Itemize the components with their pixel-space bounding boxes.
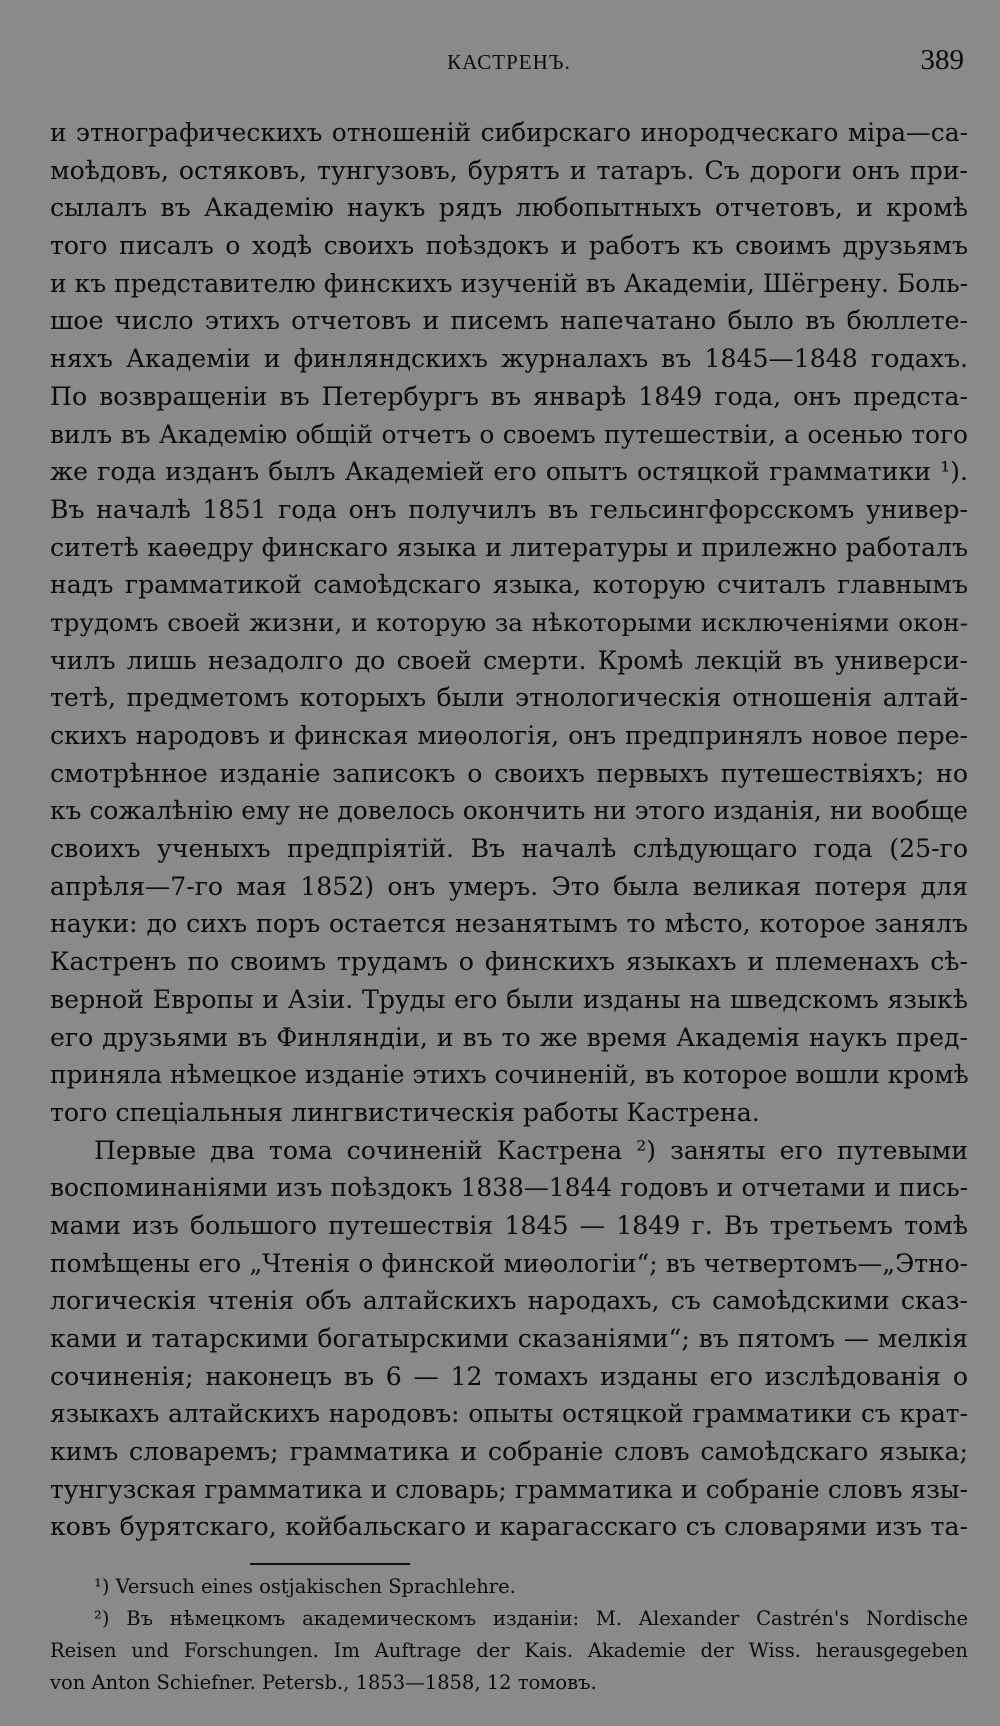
text-line: науки: до сихъ поръ остается незанятымъ то мѣсто, которое занялъ [50, 909, 968, 939]
text-line: няхъ Академіи и финляндскихъ журналахъ въ 1845—1848 годахъ. [50, 344, 968, 374]
text-line: шое число этихъ отчетовъ и писемъ напечатано было въ бюллете- [50, 306, 968, 336]
text-line: того писалъ о ходѣ своихъ поѣздокъ и работъ къ своимъ друзьямъ [50, 231, 968, 261]
text-line: ками и татарскими богатырскими сказаніями“; въ пятомъ — мелкія [50, 1324, 968, 1353]
running-head: КАСТРЕНЪ. [447, 50, 571, 74]
text-line: Кастренъ по своимъ трудамъ о финскихъ языкахъ и племенахъ сѣ- [50, 947, 968, 977]
text-line: надъ грамматикой самоѣдскаго языка, которую считалъ главнымъ [50, 570, 968, 600]
text-line: вилъ въ Академію общій отчетъ о своемъ путешествіи, а осенью того [50, 419, 968, 449]
text-line: скихъ народовъ и финская миѳологія, онъ предпринялъ новое пере- [50, 721, 968, 750]
footnote-2: ²) Въ нѣмецкомъ академическомъ изданіи: M. Alexander Castrén's Nordische [94, 1607, 968, 1631]
paragraph-last-line: того спеціальныя лингвистическія работы Кастрена. [50, 1097, 760, 1127]
text-line: верной Европы и Азіи. Труды его были изданы на шведскомъ языкѣ [50, 984, 968, 1014]
text-line: же года изданъ былъ Академіей его опытъ остяцкой грамматики ¹). [50, 457, 968, 487]
text-line: моѣдовъ, остяковъ, тунгузовъ, бурятъ и татаръ. Съ дороги онъ при- [50, 155, 968, 185]
text-line: кимъ словаремъ; грамматика и собраніе словъ самоѣдскаго языка; [50, 1437, 968, 1467]
paragraph-first-line: Первые два тома сочиненій Кастрена ²) заняты его путевыми [94, 1135, 968, 1165]
footnote-divider [250, 1563, 410, 1565]
text-line: и этнографическихъ отношеній сибирскаго инородческаго міра—са- [50, 118, 968, 147]
text-line: По возвращеніи въ Петербургъ въ январѣ 1849 года, онъ предста- [50, 381, 968, 411]
text-line: мами изъ большого путешествія 1845 — 1849 г. Въ третьемъ томѣ [50, 1210, 968, 1240]
text-line: чилъ лишь незадолго до своей смерти. Кромѣ лекцій въ универси- [50, 645, 968, 675]
page-number: 389 [920, 44, 964, 76]
text-line: своихъ ученыхъ предпріятій. Въ началѣ слѣдующаго года (25-го [50, 834, 968, 864]
text-line: воспоминаніями изъ поѣздокъ 1838—1844 годовъ и отчетами и пись- [50, 1173, 968, 1203]
text-line: помѣщены его „Чтенія о финской миѳологіи“; въ четвертомъ—„Этно- [50, 1248, 968, 1278]
text-line: тунгузская грамматика и словарь; грамматика и собраніе словъ язы- [50, 1474, 968, 1504]
text-line: сочиненія; наконецъ въ 6 — 12 томахъ изданы его изслѣдованія о [50, 1361, 968, 1391]
text-line: логическія чтенія объ алтайскихъ народахъ, съ самоѣдскими сказ- [50, 1286, 968, 1316]
text-line: смотрѣнное изданіе записокъ о своихъ первыхъ путешествіяхъ; но [50, 758, 968, 788]
footnote-2-continued: Reisen und Forschungen. Im Auftrage der Kais. Akademie der Wiss. herausgegeben [50, 1639, 968, 1663]
text-line: Въ началѣ 1851 года онъ получилъ въ гельсингфорсскомъ универ- [50, 494, 968, 524]
footnote-2-continued: von Anton Schiefner. Petersb., 1853—1858, 12 томовъ. [50, 1671, 597, 1695]
text-line: приняла нѣмецкое изданіе этихъ сочиненій, въ которое вошли кромѣ [50, 1060, 969, 1090]
page-header [50, 44, 968, 84]
text-line: и къ представителю финскихъ изученій въ Академіи, Шёгрену. Боль- [50, 268, 968, 298]
text-line: ковъ бурятскаго, койбальскаго и карагасскаго съ словарями изъ та- [50, 1512, 968, 1542]
text-line: ситетѣ каѳедру финскаго языка и литературы и прилежно работалъ [50, 532, 968, 562]
text-line: языкахъ алтайскихъ народовъ: опыты остяцкой грамматики съ крат- [50, 1399, 968, 1429]
footnotes [50, 1563, 968, 1699]
book-page [50, 44, 968, 1699]
text-line: его друзьями въ Финляндіи, и въ то же время Академія наукъ пред- [50, 1022, 968, 1052]
text-line: тетѣ, предметомъ которыхъ были этнологическія отношенія алтай- [50, 683, 968, 713]
text-line: къ сожалѣнію ему не довелось окончить ни этого изданія, ни вообще [50, 796, 968, 826]
text-line: трудомъ своей жизни, и которую за нѣкоторыми исключеніями окон- [50, 607, 968, 637]
text-line: апрѣля—7-го мая 1852) онъ умеръ. Это была великая потеря для [50, 871, 968, 901]
text-line: сылалъ въ Академію наукъ рядъ любопытныхъ отчетовъ, и кромѣ [50, 193, 968, 223]
footnote-1: ¹) Versuch eines ostjakischen Sprachlehre. [94, 1575, 516, 1599]
body-text [50, 114, 968, 1546]
